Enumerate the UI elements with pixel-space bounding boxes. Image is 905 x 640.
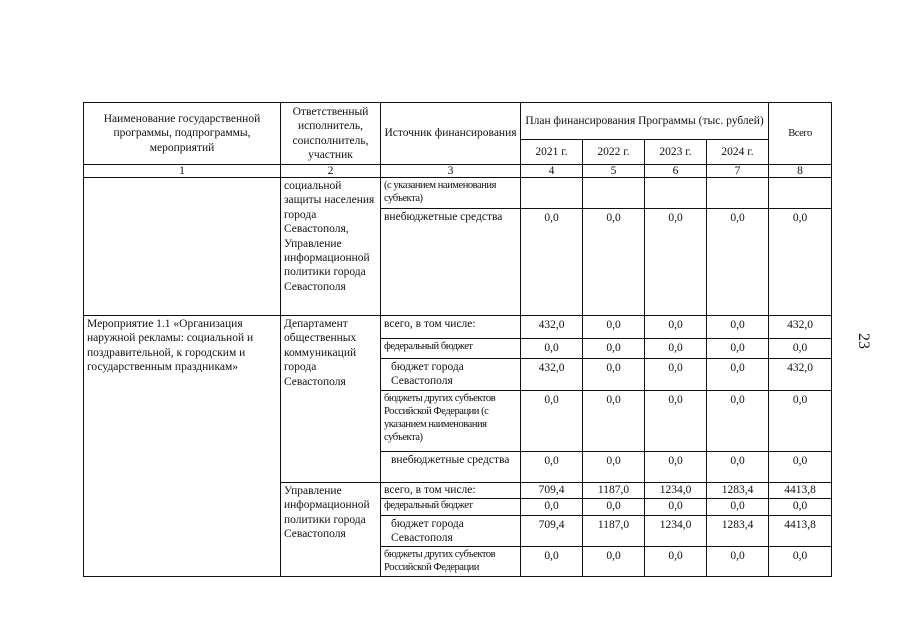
value-cell: 0,0 [645,499,707,515]
value-cell: 0,0 [583,499,645,515]
page-number: 23 [855,333,872,349]
value-cell: 0,0 [645,209,707,316]
value-cell: 4413,8 [769,515,832,547]
value-cell: 0,0 [645,390,707,451]
value-cell: 0,0 [583,451,645,482]
value-cell: 709,4 [521,515,583,547]
value-cell: 0,0 [645,359,707,391]
source-cell: всего, в том числе: [381,482,521,498]
source-cell: внебюджетные средства [381,209,521,316]
source-cell: федеральный бюджет [381,499,521,515]
index-cell: 1 [84,165,281,178]
source-cell: внебюджетные средства [381,451,521,482]
value-cell [769,178,832,209]
executor-cell: Департамент общественных коммуникаций города Севастополя [281,316,381,483]
index-cell: 8 [769,165,832,178]
value-cell: 0,0 [707,547,769,576]
value-cell: 0,0 [645,316,707,339]
header-year: 2021 г. [521,140,583,165]
value-cell: 709,4 [521,482,583,498]
value-cell: 0,0 [583,390,645,451]
value-cell: 0,0 [707,499,769,515]
header-col-source: Источник финансирования [381,103,521,165]
executor-cell: Управление информационной политики города Севастополя [281,482,381,576]
program-name-cell [84,178,281,316]
value-cell: 0,0 [521,209,583,316]
header-col-name: Наименование государственной программы, подпрограммы, мероприятий [84,103,281,165]
header-total: Всего [769,103,832,165]
header-year: 2022 г. [583,140,645,165]
index-cell: 7 [707,165,769,178]
header-year: 2024 г. [707,140,769,165]
header-row [84,103,832,140]
value-cell: 0,0 [707,209,769,316]
value-cell: 432,0 [521,359,583,391]
source-cell: бюджет города Севастополя [381,515,521,547]
value-cell: 432,0 [769,359,832,391]
source-cell: федеральный бюджет [381,339,521,359]
value-cell: 0,0 [521,451,583,482]
source-cell: бюджеты других субъектов Российской Федерации (с указанием наименования субъекта) [381,390,521,451]
value-cell [583,178,645,209]
value-cell: 0,0 [769,499,832,515]
value-cell: 0,0 [707,359,769,391]
source-cell: бюджеты других субъектов Российской Федерации [381,547,521,576]
value-cell: 1234,0 [645,515,707,547]
value-cell: 0,0 [769,209,832,316]
value-cell: 0,0 [521,499,583,515]
value-cell: 0,0 [707,390,769,451]
source-cell: (с указанием наименования субъекта) [381,178,521,209]
value-cell: 0,0 [521,547,583,576]
value-cell: 0,0 [645,339,707,359]
measure-name-cell: Мероприятие 1.1 «Организация наружной рекламы: социальной и поздравительной, к городским и государственным праздникам» [84,316,281,577]
value-cell: 0,0 [707,316,769,339]
value-cell: 0,0 [645,451,707,482]
table-row [84,178,832,209]
value-cell: 1283,4 [707,515,769,547]
value-cell: 432,0 [521,316,583,339]
value-cell: 0,0 [583,359,645,391]
value-cell: 0,0 [769,547,832,576]
source-cell: бюджет города Севастополя [381,359,521,391]
header-plan-title: План финансирования Программы (тыс. рублей) [521,103,769,140]
index-row [84,165,832,178]
table-row [84,316,832,339]
value-cell: 0,0 [769,390,832,451]
source-cell: всего, в том числе: [381,316,521,339]
value-cell: 0,0 [769,451,832,482]
value-cell [645,178,707,209]
value-cell: 0,0 [769,339,832,359]
value-cell: 0,0 [521,390,583,451]
value-cell: 0,0 [707,339,769,359]
value-cell: 0,0 [583,339,645,359]
index-cell: 3 [381,165,521,178]
value-cell: 1283,4 [707,482,769,498]
value-cell: 432,0 [769,316,832,339]
value-cell: 1187,0 [583,482,645,498]
value-cell: 0,0 [707,451,769,482]
header-year: 2023 г. [645,140,707,165]
value-cell: 0,0 [645,547,707,576]
index-cell: 5 [583,165,645,178]
value-cell: 0,0 [521,339,583,359]
value-cell: 1187,0 [583,515,645,547]
value-cell: 0,0 [583,547,645,576]
index-cell: 4 [521,165,583,178]
value-cell: 0,0 [583,316,645,339]
value-cell [521,178,583,209]
header-col-executor: Ответственный исполнитель, соисполнитель, участник [281,103,381,165]
index-cell: 6 [645,165,707,178]
index-cell: 2 [281,165,381,178]
executor-cell: социальной защиты населения города Севастополя, Управление информационной политики города Севастополя [281,178,381,316]
value-cell [707,178,769,209]
value-cell: 1234,0 [645,482,707,498]
value-cell: 4413,8 [769,482,832,498]
financing-table [83,102,832,577]
value-cell: 0,0 [583,209,645,316]
